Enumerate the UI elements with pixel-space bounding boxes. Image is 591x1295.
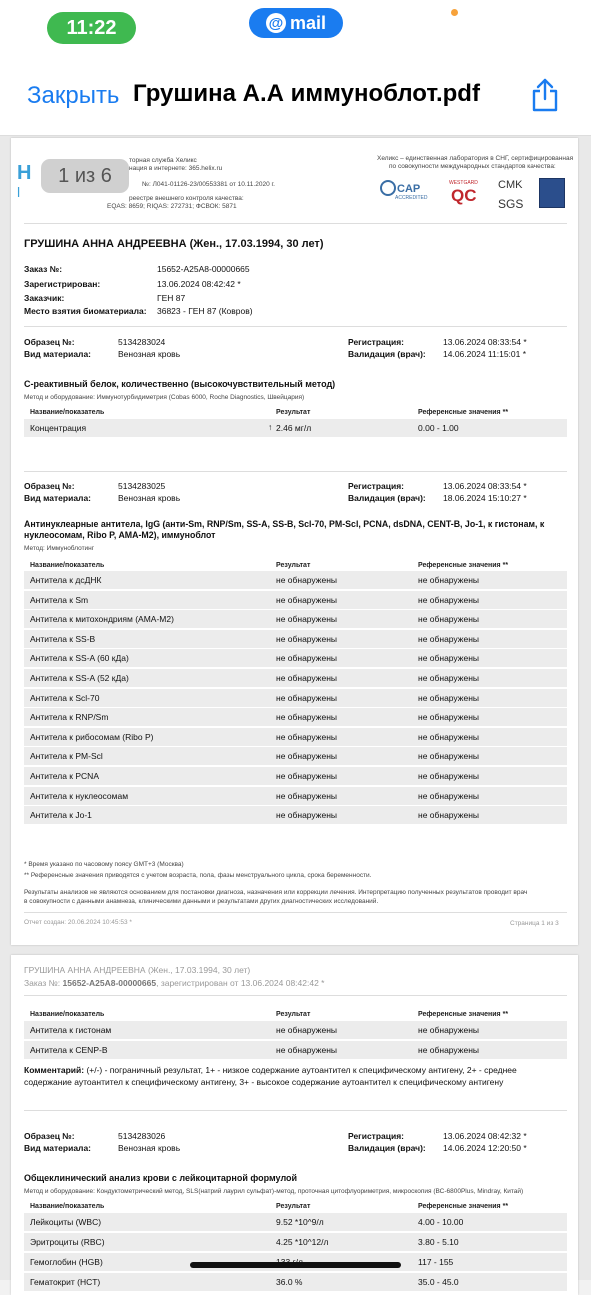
- up-arrow-icon: ↑: [268, 422, 273, 432]
- mail-at-icon: @: [266, 13, 286, 33]
- comment-text-1: (+/-) - пограничный результат, 1+ - низкое содержание аутоантител к специфическому антигену, 2+ - среднее: [84, 1065, 517, 1075]
- order-value: 15652-A25A8-00000665: [157, 264, 250, 274]
- table-cell-name: Гемоглобин (HGB): [30, 1257, 103, 1267]
- customer-label: Заказчик:: [24, 293, 65, 303]
- customer-value: ГЕН 87: [157, 293, 186, 303]
- footnote-reference: ** Референсные значения приводятся с учетом возраста, пола, фазы менструального цикла, срока беременности.: [24, 872, 372, 879]
- share-icon[interactable]: [530, 78, 560, 112]
- table-cell-ref: не обнаружены: [418, 771, 479, 781]
- sample2-val-value: 18.06.2024 15:10:27 *: [443, 493, 527, 503]
- westgard-text: WESTGARD: [449, 180, 478, 186]
- table-cell-ref: 4.00 - 10.00: [418, 1217, 464, 1227]
- table-cell-result: не обнаружены: [276, 614, 337, 625]
- mail-app-pill[interactable]: [249, 8, 343, 38]
- sample2-val-label: Валидация (врач):: [348, 493, 426, 503]
- registry-text: реестре внешнего контроля качества:: [129, 195, 244, 202]
- sample2-reg-label: Регистрация:: [348, 481, 405, 491]
- table-cell-name: Антитела к Sm: [30, 594, 89, 605]
- table-cell-ref: не обнаружены: [418, 633, 479, 644]
- westgard-qc-logo: [447, 178, 485, 204]
- table-cell-result: не обнаружены: [276, 653, 337, 664]
- privacy-indicator-dot: [451, 9, 458, 16]
- table-cell-result: 36.0 %: [276, 1277, 303, 1287]
- table-cell-result: не обнаружены: [276, 771, 337, 781]
- cap-logo: [379, 178, 435, 204]
- table-cell-ref: не обнаружены: [418, 712, 479, 723]
- pdf-page-2: [11, 955, 578, 1295]
- table-cell-result: не обнаружены: [276, 673, 337, 683]
- sample2-material-value: Венозная кровь: [118, 493, 181, 503]
- cap-sub-text: ACCREDITED: [395, 195, 428, 201]
- crp-col-result: Результат: [276, 409, 311, 416]
- sample3-val-value: 14.06.2024 12:20:50 *: [443, 1143, 527, 1153]
- sample3-val-label: Валидация (врач):: [348, 1143, 426, 1153]
- page2-col-ref: Референсные значения **: [418, 1011, 509, 1018]
- sgs-text: SGS: [498, 197, 524, 211]
- pdf-viewer[interactable]: [0, 136, 591, 1287]
- registered-value: 13.06.2024 08:42:42 *: [157, 279, 241, 289]
- table-cell-ref: не обнаружены: [418, 692, 479, 703]
- table-cell-result: не обнаружены: [276, 1045, 337, 1055]
- sample1-val-value: 14.06.2024 11:15:01 *: [443, 349, 527, 359]
- page2-order-line: [24, 978, 324, 988]
- table-cell-result: не обнаружены: [276, 594, 337, 605]
- ana-col-ref: Референсные значения **: [418, 562, 509, 569]
- sample1-reg-label: Регистрация:: [348, 337, 405, 347]
- table-cell-ref: 3.80 - 5.10: [418, 1237, 459, 1247]
- sample2-reg-value: 13.06.2024 08:33:54 *: [443, 481, 527, 491]
- cmk-text: CMK: [498, 179, 523, 191]
- table-cell-ref: 35.0 - 45.0: [418, 1277, 459, 1287]
- footnote-time: * Время указано по часовому поясу GMT+3 (Москва): [24, 861, 184, 868]
- crp-row-name: Концентрация: [30, 423, 87, 433]
- tagline-1: Хеликс – единственная лаборатория в СНГ, сертифицированная: [377, 155, 574, 162]
- ana-test-title-1: Антинуклеарные антитела, IgG (анти-Sm, RNP/Sm, SS-A, SS-B, Scl-70, PM-Scl, PCNA, dsDNA, CENT-B, Jo-1, к гистонам, к: [24, 519, 545, 529]
- sample1-material-value: Венозная кровь: [118, 349, 181, 359]
- page-number: Страница 1 из 3: [510, 920, 559, 927]
- mail-label: mail: [289, 12, 327, 33]
- table-cell-name: Антитела к Scl-70: [30, 692, 100, 703]
- table-cell-name: Антитела к митохондриям (AMA-M2): [30, 614, 174, 625]
- ana-method: Метод: Иммуноблотинг: [24, 545, 95, 552]
- table-cell-name: Антитела к SS-A (52 кДа): [30, 673, 129, 683]
- page2-patient-name: ГРУШИНА АННА АНДРЕЕВНА (Жен., 17.03.1994, 30 лет): [24, 965, 251, 975]
- table-cell-result: 4.25 *10^12/л: [276, 1237, 329, 1247]
- table-cell-name: Антитела к PCNA: [30, 771, 99, 781]
- ana-col-name: Название/показатель: [30, 562, 105, 569]
- table-cell-name: Антитела к CENP-B: [30, 1045, 108, 1055]
- page2-col-name: Название/показатель: [30, 1011, 105, 1018]
- sample3-material-label: Вид материала:: [24, 1143, 92, 1153]
- sample1-id-value: 5134283024: [118, 337, 166, 347]
- sample3-reg-value: 13.06.2024 08:42:32 *: [443, 1131, 527, 1141]
- crp-col-name: Название/показатель: [30, 409, 105, 416]
- table-cell-result: не обнаружены: [276, 633, 337, 644]
- report-created: Отчет создан: 20.06.2024 10:45:53 *: [24, 919, 132, 926]
- sample1-material-label: Вид материала:: [24, 349, 92, 359]
- comment-label: Комментарий:: [24, 1065, 85, 1075]
- table-cell-ref: не обнаружены: [418, 751, 479, 762]
- table-cell-name: Гематокрит (HCT): [30, 1277, 101, 1287]
- cap-text: CAP: [397, 183, 421, 195]
- table-cell-name: Антитела к SS-B: [30, 633, 96, 644]
- document-title: Грушина А.А иммуноблот.pdf: [133, 80, 480, 107]
- table-cell-ref: не обнаружены: [418, 653, 479, 664]
- table-cell-ref: не обнаружены: [418, 810, 479, 821]
- crp-method: Метод и оборудование: Иммунотурбидиметрия (Cobas 6000, Roche Diagnostics, Швейцария): [24, 394, 305, 401]
- table-cell-name: Антитела к нуклеосомам: [30, 790, 129, 801]
- pdf-page-1: [11, 138, 578, 945]
- qc-text: QC: [451, 186, 477, 205]
- cbc-col-name: Название/показатель: [30, 1203, 105, 1210]
- home-indicator[interactable]: [190, 1262, 401, 1268]
- page2-order-prefix: Заказ №:: [24, 978, 61, 988]
- table-cell-name: Эритроциты (RBC): [30, 1237, 105, 1247]
- disclaimer-line-2: в совокупности с данными анамнеза, клиническими данными и результатами других диагностических исследований.: [24, 898, 379, 905]
- disclaimer-line-1: Результаты анализов не являются основанием для постановки диагноза, назначения или коррекции лечения. Интерпретацию полученных результатов проводит врач: [24, 889, 528, 896]
- status-time[interactable]: 11:22: [47, 12, 136, 44]
- sample2-id-label: Образец №:: [24, 481, 75, 491]
- table-cell-ref: 117 - 155: [418, 1257, 454, 1267]
- page2-order-suffix: , зарегистрирован от 13.06.2024 08:42:42 *: [156, 978, 325, 988]
- sample3-reg-label: Регистрация:: [348, 1131, 405, 1141]
- table-cell-ref: не обнаружены: [418, 614, 479, 625]
- crp-test-title: С-реактивный белок, количественно (высокочувствительный метод): [24, 379, 336, 389]
- nav-bar: [0, 52, 591, 136]
- table-cell-result: 9.52 *10^9/л: [276, 1217, 324, 1227]
- table-cell-ref: не обнаружены: [418, 575, 479, 585]
- crp-row-ref: 0.00 - 1.00: [418, 423, 459, 433]
- sample3-material-value: Венозная кровь: [118, 1143, 181, 1153]
- patient-name: ГРУШИНА АННА АНДРЕЕВНА (Жен., 17.03.1994, 30 лет): [24, 238, 324, 250]
- page2-order-value: 15652-A25A8-00000665: [62, 978, 157, 988]
- cbc-col-result: Результат: [276, 1203, 311, 1210]
- sample1-id-label: Образец №:: [24, 337, 75, 347]
- table-cell-ref: не обнаружены: [418, 1045, 479, 1055]
- lab-site: нация в интернете: 365.helix.ru: [129, 165, 223, 172]
- ana-col-result: Результат: [276, 562, 311, 569]
- table-cell-name: Антитела к гистонам: [30, 1025, 112, 1035]
- cbc-test-title: Общеклинический анализ крови с лейкоцитарной формулой: [24, 1173, 298, 1183]
- table-cell-ref: не обнаружены: [418, 673, 479, 683]
- table-cell-result: не обнаружены: [276, 712, 337, 723]
- table-cell-name: Антитела к Jo-1: [30, 810, 92, 821]
- sample2-id-value: 5134283025: [118, 481, 166, 491]
- globalgroup-logo: [539, 178, 565, 208]
- sample3-id-value: 5134283026: [118, 1131, 166, 1141]
- page2-col-result: Результат: [276, 1011, 311, 1018]
- registered-label: Зарегистрирован:: [24, 279, 101, 289]
- cbc-method: Метод и оборудование: Кондуктометрический метод, SLS(натрий лаурил сульфат)-метод, проточная цитофлуориметрия, микроскопия (ВС-6800Plus, Mindray, Китай): [24, 1188, 524, 1195]
- ana-test-title-2: нуклеосомам, Ribo P, AMA-M2), иммуноблот: [24, 530, 216, 540]
- cmk-sgs-logo: [495, 176, 527, 210]
- table-cell-result: не обнаружены: [276, 790, 337, 801]
- comment-line-2: содержание аутоантител к специфическому антигену, 3+ - высокое содержание аутоантител к специфическому антигену: [24, 1077, 504, 1087]
- table-cell-name: Антитела к RNP/Sm: [30, 712, 109, 723]
- license-text: №: Л041-01126-23/00553381 от 10.11.2020 г.: [142, 181, 275, 188]
- table-cell-result: не обнаружены: [276, 1025, 337, 1035]
- crp-col-ref: Референсные значения **: [418, 409, 509, 416]
- order-label: Заказ №:: [24, 264, 63, 274]
- comment-line-1: [24, 1065, 517, 1075]
- table-cell-result: не обнаружены: [276, 692, 337, 703]
- status-bar: [0, 0, 591, 52]
- place-label: Место взятия биоматериала:: [24, 306, 147, 316]
- table-cell-name: Антитела к SS-A (60 кДа): [30, 653, 129, 664]
- sample2-material-label: Вид материала:: [24, 493, 92, 503]
- close-button[interactable]: Закрыть: [27, 82, 120, 109]
- table-cell-result: не обнаружены: [276, 575, 337, 585]
- eqas-text: EQAS: 8659; RIQAS: 272731; ФСВОК: 5871: [107, 203, 237, 210]
- crp-row-result: 2.46 мг/л: [276, 423, 312, 433]
- table-cell-ref: не обнаружены: [418, 731, 479, 742]
- table-cell-ref: не обнаружены: [418, 790, 479, 801]
- sample1-reg-value: 13.06.2024 08:33:54 *: [443, 337, 527, 347]
- table-cell-name: Антитела к дсДНК: [30, 575, 102, 585]
- table-cell-result: не обнаружены: [276, 751, 337, 762]
- page-indicator: 1 из 6: [41, 159, 129, 193]
- sample1-val-label: Валидация (врач):: [348, 349, 426, 359]
- sample3-id-label: Образец №:: [24, 1131, 75, 1141]
- tagline-2: по совокупности международных стандартов качества:: [389, 163, 556, 170]
- lab-name: торная служба Хеликс: [129, 157, 197, 164]
- helix-logo-mark: H: [17, 162, 32, 184]
- table-cell-name: Антитела к PM-Scl: [30, 751, 103, 762]
- table-cell-ref: не обнаружены: [418, 594, 479, 605]
- table-cell-ref: не обнаружены: [418, 1025, 479, 1035]
- table-cell-result: не обнаружены: [276, 731, 337, 742]
- table-cell-name: Лейкоциты (WBC): [30, 1217, 102, 1227]
- table-cell-result: не обнаружены: [276, 810, 337, 821]
- helix-logo-mark-2: l: [17, 184, 21, 200]
- cbc-col-ref: Референсные значения **: [418, 1203, 509, 1210]
- table-cell-name: Антитела к рибосомам (Ribo P): [30, 731, 154, 742]
- place-value: 36823 - ГЕН 87 (Ковров): [157, 306, 253, 316]
